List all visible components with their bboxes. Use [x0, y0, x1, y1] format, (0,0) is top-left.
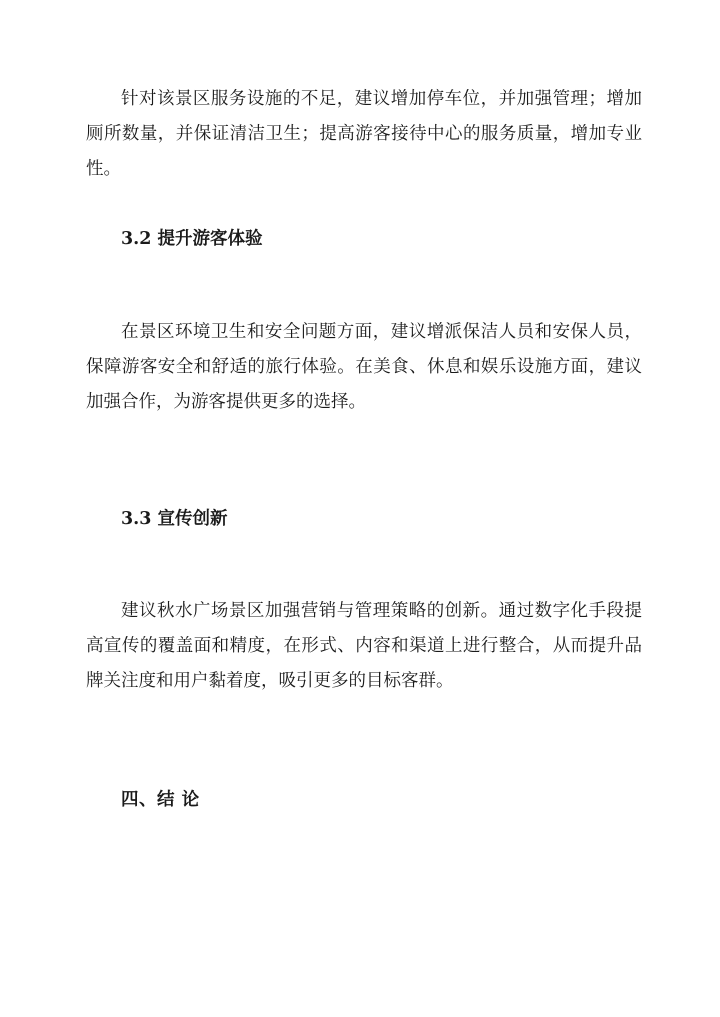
paragraph-visitor-experience: 在景区环境卫生和安全问题方面，建议增派保洁人员和安保人员，保障游客安全和舒适的旅行体验。在美食、休息和娱乐设施方面，建议加强合作，为游客提供更多的选择。	[86, 322, 642, 412]
section-heading-conclusion: 四、结 论	[121, 790, 200, 810]
section-heading-3-2: 3.2 提升游客体验	[121, 229, 263, 249]
section-heading-3-3: 3.3 宣传创新	[121, 509, 228, 529]
paragraph-service-facilities: 针对该景区服务设施的不足，建议增加停车位，并加强管理；增加厕所数量，并保证清洁卫生；提高游客接待中心的服务质量，增加专业性。	[86, 89, 642, 179]
paragraph-promotion-innovation: 建议秋水广场景区加强营销与管理策略的创新。通过数字化手段提高宣传的覆盖面和精度，在形式、内容和渠道上进行整合，从而提升品牌关注度和用户黏着度，吸引更多的目标客群。	[86, 601, 642, 691]
